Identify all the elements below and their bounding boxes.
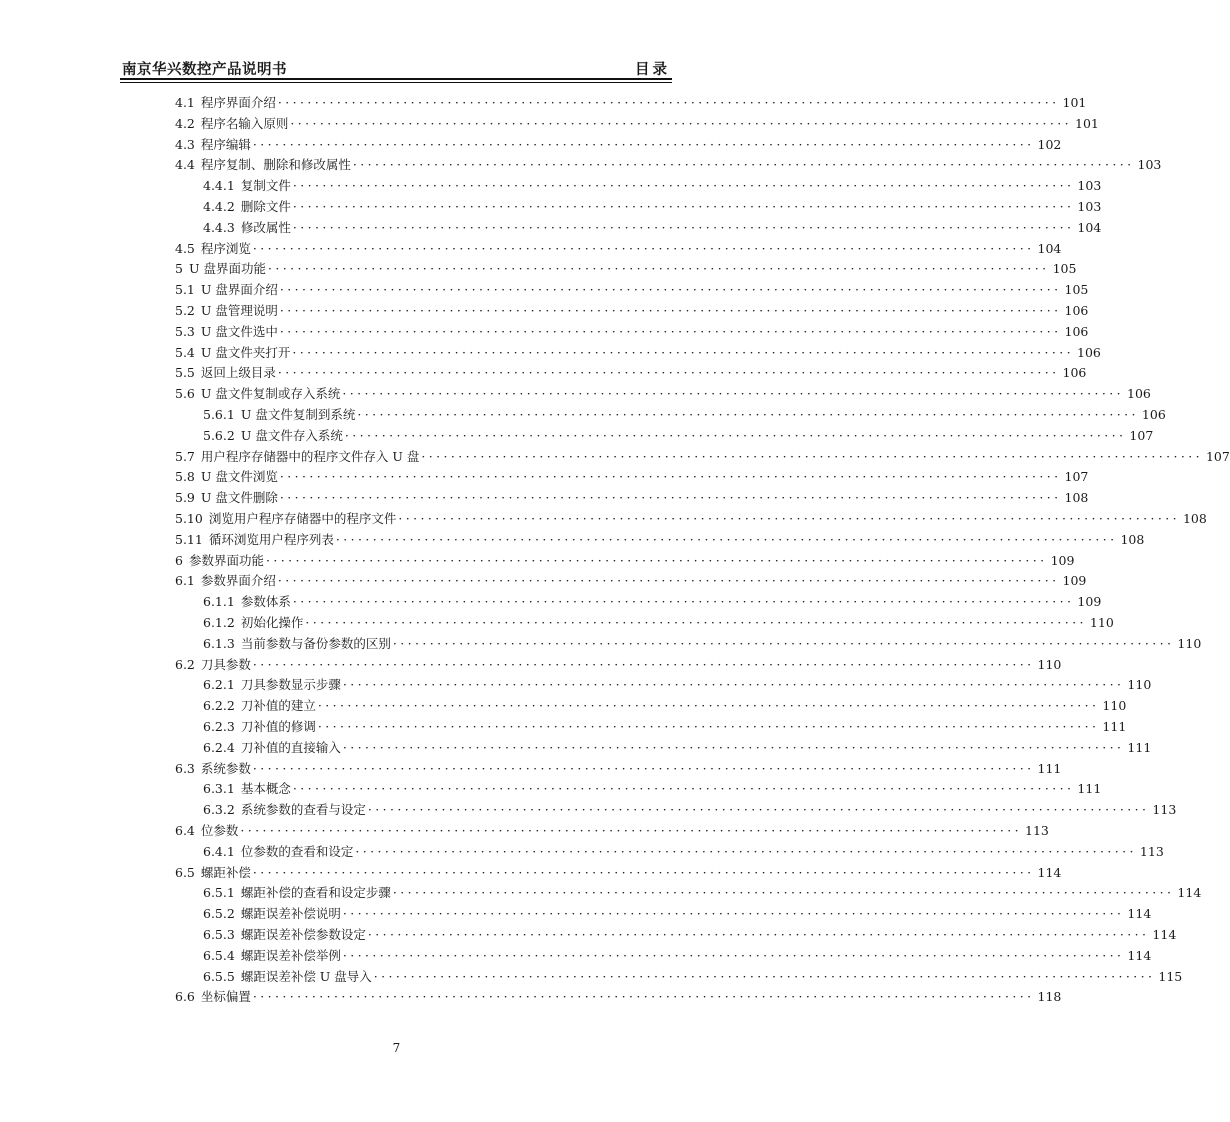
toc-entry-title: 程序名输入原则 — [200, 115, 289, 131]
toc-entry-title: 程序浏览 — [200, 240, 251, 256]
toc-entry-number: 5.1 — [175, 282, 195, 298]
toc-entry[interactable] — [175, 551, 1075, 572]
toc-entry-title: 初始化操作 — [240, 615, 304, 630]
toc-entry-page: 111 — [1077, 781, 1102, 797]
toc-entry-number: 6.5.5 — [203, 968, 235, 984]
toc-entry-title: 复制文件 — [240, 178, 291, 194]
toc-entry-title: 位参数 — [200, 823, 239, 838]
toc-entry-title: 循环浏览用户程序列表 — [208, 531, 334, 547]
toc-entry-number: 6.2.3 — [203, 719, 235, 734]
toc-entry-number: 4.4.3 — [203, 219, 235, 235]
toc-entry-title: 螺距误差补偿举例 — [240, 947, 341, 963]
toc-entry[interactable] — [175, 863, 1062, 884]
toc-entry-page: 109 — [1077, 594, 1102, 610]
toc-entry-title: U 盘文件选中 — [200, 323, 278, 339]
toc-entry-page: 103 — [1077, 199, 1102, 214]
toc-dot-leader: ·········································································································· — [240, 823, 1022, 838]
toc-entry-number: 6.4.1 — [203, 843, 235, 859]
toc-entry[interactable] — [175, 301, 1089, 322]
toc-entry-number: 5.5 — [175, 365, 195, 381]
toc-entry-page: 105 — [1052, 261, 1077, 277]
toc-dot-leader: ·········································································································· — [317, 719, 1100, 734]
toc-entry-title: 程序编辑 — [200, 136, 251, 152]
toc-dot-leader: ·········································································································· — [292, 219, 1075, 235]
toc-dot-leader: ·········································································································· — [279, 469, 1062, 485]
toc-entry-number: 4.4.1 — [203, 178, 235, 194]
toc-dot-leader: ·········································································································· — [252, 760, 1035, 776]
toc-entry[interactable] — [203, 405, 1166, 426]
toc-dot-leader: ·········································································································· — [355, 843, 1137, 859]
toc-entry-title: 用户程序存储器中的程序文件存入 U 盘 — [200, 448, 420, 464]
toc-entry-number: 6.6 — [175, 989, 195, 1005]
toc-entry-page: 108 — [1182, 511, 1207, 526]
toc-entry[interactable] — [175, 259, 1077, 280]
toc-dot-leader: ·········································································································· — [292, 199, 1075, 214]
toc-entry-number: 4.3 — [175, 136, 195, 152]
toc-dot-leader: ·········································································································· — [305, 615, 1087, 630]
header-rule-thick — [120, 78, 672, 80]
toc-dot-leader: ·········································································································· — [357, 407, 1139, 422]
toc-entry[interactable] — [203, 738, 1152, 759]
toc-entry-page: 110 — [1037, 656, 1062, 672]
toc-entry-number: 6.1 — [175, 573, 195, 589]
toc-dot-leader: ·········································································································· — [290, 115, 1072, 131]
toc-dot-leader: ·········································································································· — [373, 968, 1156, 984]
toc-entry[interactable] — [203, 218, 1102, 239]
toc-entry-number: 6.1.1 — [203, 594, 235, 610]
toc-entry-title: 螺距补偿 — [200, 864, 251, 880]
toc-entry-page: 111 — [1037, 760, 1062, 776]
section-title: 目录 — [635, 62, 670, 78]
toc-entry-number: 6.4 — [175, 823, 195, 838]
toc-dot-leader: ·········································································································· — [252, 136, 1035, 152]
toc-entry-page: 109 — [1050, 552, 1075, 568]
toc-entry-page: 114 — [1127, 947, 1152, 963]
toc-entry-title: 刀补值的直接输入 — [240, 739, 341, 755]
toc-entry-number: 5.6.1 — [203, 407, 235, 422]
toc-entry[interactable] — [203, 883, 1202, 904]
toc-entry-number: 6.1.2 — [203, 615, 235, 630]
toc-entry-page: 109 — [1062, 573, 1087, 589]
toc-entry-title: U 盘管理说明 — [200, 303, 278, 318]
toc-entry-page: 115 — [1158, 968, 1183, 984]
toc-entry-number: 5.10 — [175, 511, 203, 526]
toc-dot-leader: ·········································································································· — [344, 427, 1127, 443]
toc-entry-page: 106 — [1064, 303, 1089, 318]
toc-entry[interactable] — [203, 717, 1127, 738]
toc-entry[interactable] — [175, 322, 1089, 343]
toc-entry-title: 参数界面介绍 — [200, 573, 276, 589]
toc-entry-number: 5.7 — [175, 448, 195, 464]
toc-entry-title: 程序复制、删除和修改属性 — [200, 157, 351, 173]
toc-entry-page: 105 — [1064, 282, 1089, 298]
toc-entry-title: 刀补值的建立 — [240, 698, 316, 714]
toc-entry-number: 6.5.2 — [203, 906, 235, 922]
toc-entry-number: 4.5 — [175, 240, 195, 256]
toc-entry-page: 111 — [1102, 719, 1127, 734]
toc-entry-number: 6.3.2 — [203, 802, 235, 818]
toc-entry-page: 106 — [1127, 386, 1151, 402]
toc-entry[interactable] — [203, 426, 1154, 447]
toc-entry-title: 螺距误差补偿参数设定 — [240, 927, 366, 942]
toc-dot-leader: ·········································································································· — [392, 885, 1175, 901]
toc-dot-leader: ·········································································································· — [277, 573, 1060, 589]
toc-entry[interactable] — [175, 987, 1062, 1008]
toc-entry[interactable] — [175, 759, 1062, 780]
toc-dot-leader: ·········································································································· — [335, 531, 1118, 547]
toc-dot-leader: ·········································································································· — [252, 864, 1035, 880]
toc-entry-page: 107 — [1205, 448, 1230, 464]
toc-entry-title: 浏览用户程序存储器中的程序文件 — [208, 511, 397, 526]
toc-entry-number: 5.8 — [175, 469, 195, 485]
toc-entry-page: 114 — [1037, 864, 1062, 880]
toc-entry-page: 113 — [1139, 843, 1164, 859]
toc-entry-number: 6.5.1 — [203, 885, 235, 901]
toc-entry-number: 5.11 — [175, 531, 203, 547]
toc-dot-leader: ·········································································································· — [398, 511, 1180, 526]
toc-dot-leader: ·········································································································· — [267, 261, 1050, 277]
toc-entry-page: 106 — [1062, 365, 1087, 381]
toc-entry-number: 4.4.2 — [203, 199, 235, 214]
toc-entry[interactable] — [203, 675, 1152, 696]
toc-dot-leader: ·········································································································· — [421, 448, 1203, 464]
toc-entry[interactable] — [175, 488, 1089, 509]
toc-entry-page: 110 — [1177, 635, 1202, 651]
toc-entry-page: 114 — [1152, 927, 1177, 942]
toc-entry[interactable] — [175, 114, 1099, 135]
toc-entry-page: 108 — [1120, 531, 1145, 547]
toc-dot-leader: ·········································································································· — [279, 323, 1062, 339]
toc-entry-title: U 盘文件夹打开 — [200, 344, 291, 360]
toc-entry[interactable] — [175, 509, 1207, 530]
toc-entry[interactable] — [203, 925, 1177, 946]
toc-entry-page: 110 — [1127, 677, 1152, 693]
toc-dot-leader: ·········································································································· — [367, 927, 1150, 942]
header-rule-thin — [120, 82, 672, 83]
toc-entry-title: 当前参数与备份参数的区别 — [240, 635, 391, 651]
toc-entry-number: 5.2 — [175, 303, 195, 318]
toc-entry[interactable] — [175, 384, 1151, 405]
toc-entry[interactable] — [175, 363, 1087, 384]
toc-entry[interactable] — [175, 280, 1089, 301]
toc-entry-page: 118 — [1037, 989, 1062, 1005]
toc-entry-page: 113 — [1152, 802, 1177, 818]
toc-entry-title: 螺距误差补偿 U 盘导入 — [240, 968, 372, 984]
toc-dot-leader: ·········································································································· — [367, 802, 1150, 818]
toc-entry-title: 刀具参数显示步骤 — [240, 677, 341, 693]
toc-entry-title: 返回上级目录 — [200, 365, 276, 381]
toc-entry-title: 刀补值的修调 — [240, 719, 316, 734]
toc-entry-number: 6.2.1 — [203, 677, 235, 693]
toc-entry-number: 6.2.2 — [203, 698, 235, 714]
toc-entry[interactable] — [203, 592, 1102, 613]
toc-entry-title: 刀具参数 — [200, 656, 251, 672]
toc-entry-title: 程序界面介绍 — [200, 95, 276, 110]
toc-entry[interactable] — [203, 842, 1164, 863]
toc-dot-leader: ·········································································································· — [279, 490, 1062, 506]
toc-dot-leader: ·········································································································· — [277, 365, 1060, 381]
toc-entry-page: 103 — [1137, 157, 1162, 173]
toc-entry-number: 5.6.2 — [203, 427, 235, 443]
toc-entry-title: 螺距误差补偿说明 — [240, 906, 341, 922]
toc-entry[interactable] — [203, 696, 1127, 717]
toc-entry-title: 基本概念 — [240, 781, 291, 797]
toc-entry-page: 108 — [1064, 490, 1089, 506]
toc-entry-number: 6.5.4 — [203, 947, 235, 963]
toc-entry-title: U 盘文件删除 — [200, 490, 278, 506]
toc-entry[interactable] — [203, 197, 1102, 218]
toc-entry[interactable] — [175, 655, 1062, 676]
toc-entry[interactable] — [175, 530, 1145, 551]
toc-dot-leader: ·········································································································· — [292, 594, 1075, 610]
toc-entry[interactable] — [175, 447, 1230, 468]
toc-entry-number: 6.2.4 — [203, 739, 235, 755]
page-number: 7 — [392, 1041, 401, 1055]
toc-dot-leader: ·········································································································· — [317, 698, 1100, 714]
toc-entry-page: 103 — [1077, 178, 1102, 194]
toc-entry[interactable] — [203, 946, 1152, 967]
toc-dot-leader: ·········································································································· — [265, 552, 1048, 568]
toc-entry-title: 坐标偏置 — [200, 989, 251, 1005]
toc-dot-leader: ·········································································································· — [279, 282, 1062, 298]
toc-dot-leader: ·········································································································· — [292, 344, 1074, 360]
toc-entry[interactable] — [175, 155, 1162, 176]
toc-entry-title: U 盘文件复制到系统 — [240, 407, 356, 422]
toc-entry-number: 6.3 — [175, 760, 195, 776]
toc-entry-number: 6.1.3 — [203, 635, 235, 651]
toc-entry[interactable] — [175, 571, 1087, 592]
toc-entry[interactable] — [203, 176, 1102, 197]
toc-entry-title: U 盘文件存入系统 — [240, 427, 343, 443]
toc-entry[interactable] — [203, 800, 1177, 821]
toc-entry-number: 5.9 — [175, 490, 195, 506]
toc-entry-title: 删除文件 — [240, 199, 291, 214]
toc-entry[interactable] — [203, 779, 1102, 800]
toc-entry-title: U 盘文件浏览 — [200, 469, 278, 485]
document-title: 南京华兴数控产品说明书 — [122, 62, 287, 78]
toc-dot-leader: ·········································································································· — [342, 386, 1124, 402]
toc-entry[interactable] — [175, 93, 1087, 114]
toc-entry-title: 系统参数 — [200, 760, 251, 776]
toc-entry-title: 螺距补偿的查看和设定步骤 — [240, 885, 391, 901]
toc-entry-page: 110 — [1089, 615, 1114, 630]
toc-entry-number: 4.4 — [175, 157, 195, 173]
page-header — [120, 58, 672, 78]
toc-entry[interactable] — [203, 634, 1202, 655]
toc-entry-page: 104 — [1077, 219, 1102, 235]
toc-dot-leader: ·········································································································· — [252, 989, 1035, 1005]
toc-entry[interactable] — [175, 239, 1062, 260]
toc-entry-number: 6.5.3 — [203, 927, 235, 942]
toc-entry[interactable] — [203, 613, 1114, 634]
toc-dot-leader: ·········································································································· — [342, 947, 1125, 963]
toc-dot-leader: ·········································································································· — [252, 656, 1035, 672]
toc-entry-title: 参数体系 — [240, 594, 291, 610]
toc-entry-number: 6.3.1 — [203, 781, 235, 797]
toc-entry-number: 5.6 — [175, 386, 195, 402]
toc-entry-number: 5.3 — [175, 323, 195, 339]
toc-entry-page: 114 — [1177, 885, 1202, 901]
toc-entry-title: U 盘界面介绍 — [200, 282, 278, 298]
toc-dot-leader: ·········································································································· — [292, 781, 1075, 797]
toc-entry-page: 107 — [1129, 427, 1154, 443]
toc-dot-leader: ·········································································································· — [392, 635, 1175, 651]
toc-entry-title: 修改属性 — [240, 219, 291, 235]
toc-entry-number: 6.2 — [175, 656, 195, 672]
toc-entry-page: 114 — [1127, 906, 1152, 922]
toc-dot-leader: ·········································································································· — [252, 240, 1035, 256]
toc-dot-leader: ·········································································································· — [352, 157, 1135, 173]
toc-entry[interactable] — [203, 967, 1183, 988]
toc-entry-number: 6 — [175, 552, 183, 568]
toc-entry-title: 系统参数的查看与设定 — [240, 802, 366, 818]
toc-entry-number: 4.2 — [175, 115, 195, 131]
toc-entry-number: 5.4 — [175, 344, 195, 360]
toc-entry-number: 4.1 — [175, 95, 195, 110]
toc-entry-page: 104 — [1037, 240, 1062, 256]
toc-entry-title: 参数界面功能 — [188, 552, 264, 568]
toc-entry-title: U 盘文件复制或存入系统 — [200, 386, 341, 402]
toc-entry-number: 6.5 — [175, 864, 195, 880]
toc-entry-page: 106 — [1141, 407, 1166, 422]
toc-entry-title: 位参数的查看和设定 — [240, 843, 354, 859]
toc-entry-page: 113 — [1025, 823, 1049, 838]
toc-dot-leader: ·········································································································· — [342, 906, 1125, 922]
toc-entry-page: 111 — [1127, 739, 1152, 755]
toc-entry-page: 101 — [1062, 95, 1087, 110]
toc-entry-page: 101 — [1075, 115, 1099, 131]
toc-entry-title: U 盘界面功能 — [188, 261, 266, 277]
toc-entry[interactable] — [175, 135, 1062, 156]
toc-dot-leader: ·········································································································· — [342, 739, 1125, 755]
toc-entry[interactable] — [175, 821, 1049, 842]
toc-entry-page: 102 — [1037, 136, 1062, 152]
toc-dot-leader: ·········································································································· — [277, 95, 1060, 110]
toc-dot-leader: ·········································································································· — [342, 677, 1125, 693]
toc-entry-number: 5 — [175, 261, 183, 277]
toc-entry-page: 107 — [1064, 469, 1089, 485]
toc-dot-leader: ·········································································································· — [279, 303, 1062, 318]
toc-entry-page: 106 — [1064, 323, 1089, 339]
toc-entry-page: 106 — [1077, 344, 1101, 360]
toc-entry[interactable] — [175, 467, 1089, 488]
toc-dot-leader: ·········································································································· — [292, 178, 1075, 194]
toc-entry-page: 110 — [1102, 698, 1127, 714]
toc-entry[interactable] — [203, 904, 1152, 925]
toc-entry[interactable] — [175, 343, 1101, 364]
